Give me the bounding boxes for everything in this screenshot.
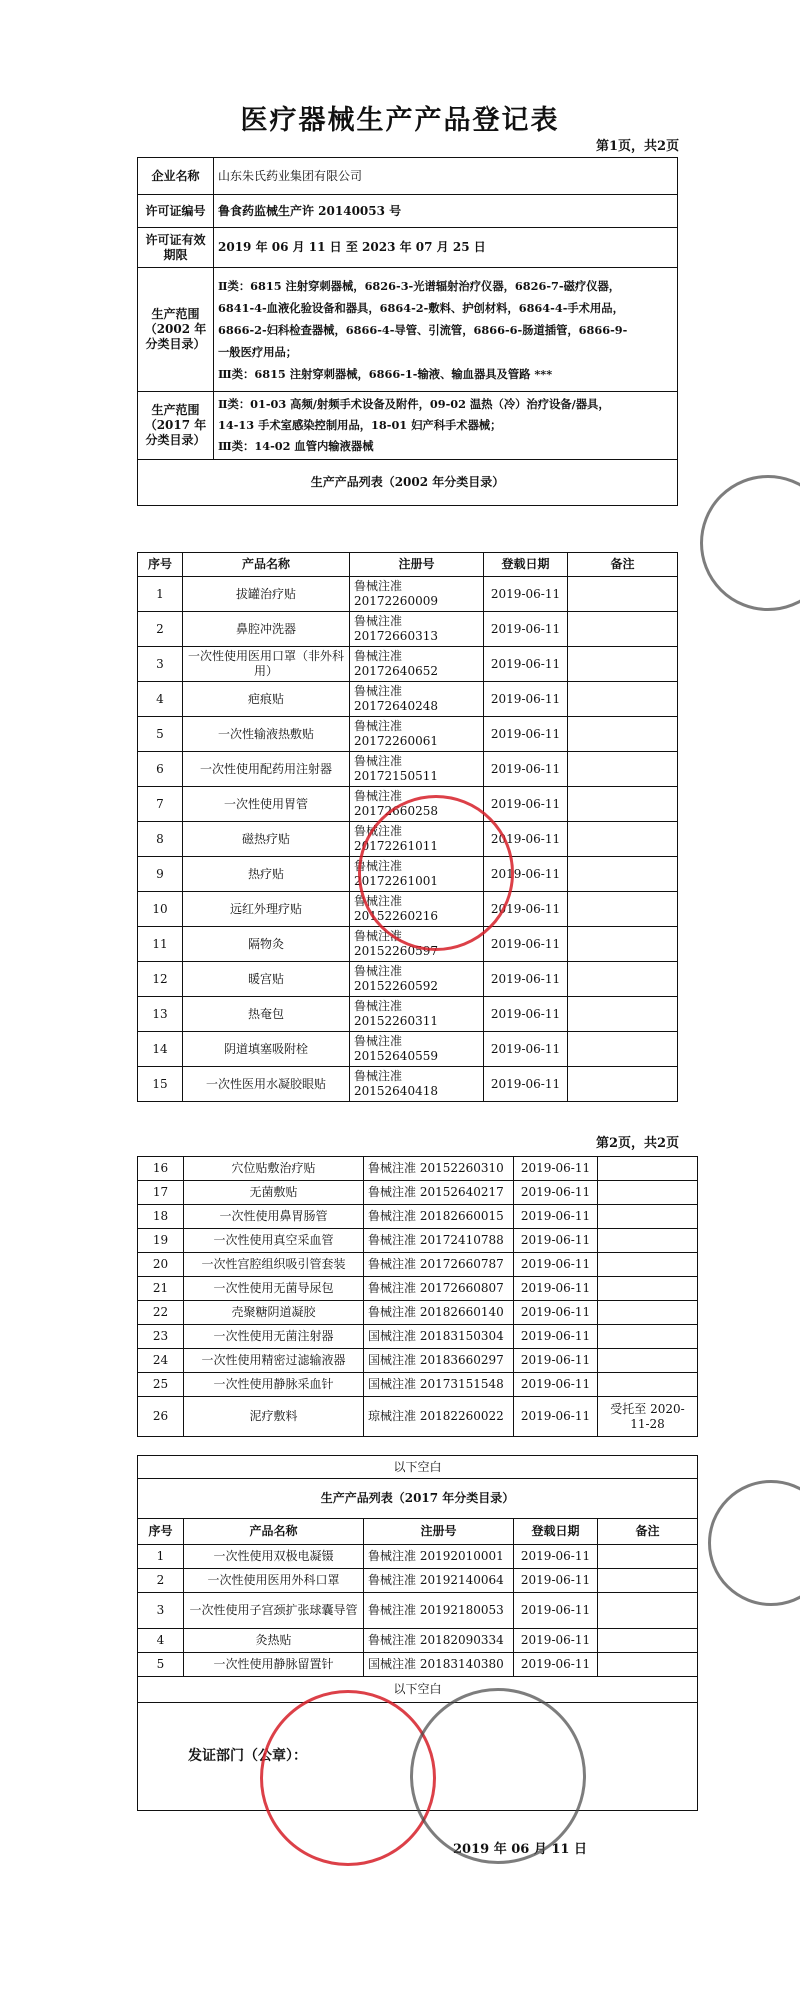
- table-row: [138, 1373, 698, 1397]
- row-number: 12: [138, 962, 183, 997]
- header-registration-number: 注册号: [364, 1519, 514, 1545]
- row-date: 2019-06-11: [484, 1032, 568, 1067]
- row-date: 2019-06-11: [484, 822, 568, 857]
- scope-2002-line: 6866-2-妇科检查器械，6866-4-导管、引流管，6866-6-肠道插管，6866-9-: [218, 322, 628, 337]
- row-number: 24: [138, 1349, 184, 1373]
- row-number: 15: [138, 1067, 183, 1102]
- table-row: [138, 1325, 698, 1349]
- table-row: [138, 1569, 698, 1593]
- row-product-name: 灸热贴: [184, 1629, 364, 1653]
- table-row: [138, 1253, 698, 1277]
- row-registration-number: 鲁械注准 20182660140: [364, 1301, 514, 1325]
- row-registration-number: 国械注准 20183140380: [364, 1653, 514, 1677]
- row-product-name: 疤痕贴: [183, 682, 350, 717]
- row-note: [598, 1373, 698, 1397]
- row-note: [568, 787, 678, 822]
- row-date: 2019-06-11: [514, 1653, 598, 1677]
- row-registration-number: 鲁械注准 20172261001: [350, 857, 484, 892]
- row-number: 14: [138, 1032, 183, 1067]
- row-note: [598, 1629, 698, 1653]
- scope-2017-label: 生产范围（2017 年分类目录）: [138, 392, 214, 460]
- row-note: [568, 1067, 678, 1102]
- products-2002-table-part1: [137, 552, 678, 1102]
- row-registration-number: 鲁械注准 20152640418: [350, 1067, 484, 1102]
- row-number: 19: [138, 1229, 184, 1253]
- scope-2002-value: [214, 268, 678, 392]
- header-date: 登载日期: [514, 1519, 598, 1545]
- row-date: 2019-06-11: [484, 962, 568, 997]
- row-product-name: 一次性使用医用口罩（非外科用）: [183, 647, 350, 682]
- row-number: 11: [138, 927, 183, 962]
- row-registration-number: 鲁械注准 20152640217: [364, 1181, 514, 1205]
- row-registration-number: 鲁械注准 20152640559: [350, 1032, 484, 1067]
- table-row: [138, 1205, 698, 1229]
- row-date: 2019-06-11: [484, 997, 568, 1032]
- row-date: 2019-06-11: [484, 787, 568, 822]
- row-registration-number: 鲁械注准 20172150511: [350, 752, 484, 787]
- table-row: [138, 1229, 698, 1253]
- row-product-name: 一次性使用胃管: [183, 787, 350, 822]
- table-row: [138, 1349, 698, 1373]
- scope-2017-value: [214, 392, 678, 460]
- row-number: 4: [138, 1629, 184, 1653]
- row-number: 25: [138, 1373, 184, 1397]
- registration-info-table: [137, 157, 678, 506]
- row-registration-number: 鲁械注准 20172260061: [350, 717, 484, 752]
- row-note: [598, 1157, 698, 1181]
- row-product-name: 暖宫贴: [183, 962, 350, 997]
- row-date: 2019-06-11: [514, 1373, 598, 1397]
- row-registration-number: 鲁械注准 20152260310: [364, 1157, 514, 1181]
- row-date: 2019-06-11: [514, 1253, 598, 1277]
- row-date: 2019-06-11: [484, 927, 568, 962]
- row-note: [568, 647, 678, 682]
- table-row: [138, 1593, 698, 1629]
- row-date: 2019-06-11: [514, 1325, 598, 1349]
- row-registration-number: 琼械注准 20182260022: [364, 1397, 514, 1437]
- table-row: [138, 857, 678, 892]
- row-note: [568, 857, 678, 892]
- row-note: [568, 752, 678, 787]
- scope-2002-label: 生产范围（2002 年分类目录）: [138, 268, 214, 392]
- row-registration-number: 鲁械注准 20152260216: [350, 892, 484, 927]
- row-registration-number: 鲁械注准 20172660807: [364, 1277, 514, 1301]
- scope-2002-line: Ⅲ类：6815 注射穿刺器械，6866-1-输液、输血器具及管路 ***: [218, 366, 553, 381]
- row-product-name: 一次性使用鼻胃肠管: [184, 1205, 364, 1229]
- table-row: [138, 577, 678, 612]
- row-product-name: 拔罐治疗贴: [183, 577, 350, 612]
- row-number: 1: [138, 577, 183, 612]
- row-registration-number: 鲁械注准 20192010001: [364, 1545, 514, 1569]
- row-product-name: 一次性使用真空采血管: [184, 1229, 364, 1253]
- row-number: 21: [138, 1277, 184, 1301]
- row-date: 2019-06-11: [514, 1205, 598, 1229]
- row-note: [568, 892, 678, 927]
- table-row: [138, 1545, 698, 1569]
- row-number: 16: [138, 1157, 184, 1181]
- row-registration-number: 鲁械注准 20152260592: [350, 962, 484, 997]
- row-number: 18: [138, 1205, 184, 1229]
- row-registration-number: 鲁械注准 20172410788: [364, 1229, 514, 1253]
- row-note: [568, 717, 678, 752]
- row-note: [568, 822, 678, 857]
- row-product-name: 一次性宫腔组织吸引管套装: [184, 1253, 364, 1277]
- row-number: 6: [138, 752, 183, 787]
- row-note: [568, 927, 678, 962]
- row-note: [598, 1229, 698, 1253]
- products-2002-table-part2: [137, 1156, 698, 1437]
- row-product-name: 一次性使用医用外科口罩: [184, 1569, 364, 1593]
- scope-2002-line: 一般医疗用品；: [218, 344, 298, 359]
- table-row: [138, 892, 678, 927]
- row-date: 2019-06-11: [484, 647, 568, 682]
- row-product-name: 隔物灸: [183, 927, 350, 962]
- row-registration-number: 国械注准 20173151548: [364, 1373, 514, 1397]
- scope-2002-line: 6841-4-血液化验设备和器具，6864-2-敷料、护创材料，6864-4-手术用品，: [218, 300, 624, 315]
- header-product-name: 产品名称: [183, 553, 350, 577]
- row-note: [598, 1569, 698, 1593]
- row-note: [598, 1593, 698, 1629]
- table-row: [138, 1157, 698, 1181]
- row-number: 10: [138, 892, 183, 927]
- row-product-name: 一次性使用子宫颈扩张球囊导管: [184, 1593, 364, 1629]
- table-row: [138, 682, 678, 717]
- row-registration-number: 鲁械注准 20182090334: [364, 1629, 514, 1653]
- gray-seal-stamp-edge: [700, 475, 800, 611]
- row-product-name: 阴道填塞吸附栓: [183, 1032, 350, 1067]
- row-product-name: 壳聚糖阴道凝胶: [184, 1301, 364, 1325]
- license-validity-label: 许可证有效期限: [138, 228, 214, 268]
- page-number-1: 第1页，共2页: [596, 139, 680, 154]
- row-product-name: 热疗贴: [183, 857, 350, 892]
- row-registration-number: 鲁械注准 20172260009: [350, 577, 484, 612]
- table-row: [138, 1653, 698, 1677]
- below-blank-2017: 以下空白: [138, 1677, 698, 1703]
- row-number: 2: [138, 1569, 184, 1593]
- row-registration-number: 鲁械注准 20192140064: [364, 1569, 514, 1593]
- row-product-name: 一次性使用双极电凝镊: [184, 1545, 364, 1569]
- row-date: 2019-06-11: [514, 1569, 598, 1593]
- row-number: 5: [138, 1653, 184, 1677]
- table-row: [138, 962, 678, 997]
- row-note: [568, 612, 678, 647]
- row-product-name: 一次性使用静脉采血针: [184, 1373, 364, 1397]
- row-product-name: 一次性使用无菌注射器: [184, 1325, 364, 1349]
- issuer-date: 2019 年 06 月 11 日: [453, 1842, 587, 1857]
- row-registration-number: 鲁械注准 20152260597: [350, 927, 484, 962]
- table-row: [138, 787, 678, 822]
- table-row: [138, 612, 678, 647]
- row-note: [568, 997, 678, 1032]
- row-product-name: 热奄包: [183, 997, 350, 1032]
- header-registration-number: 注册号: [350, 553, 484, 577]
- license-number-label: 许可证编号: [138, 195, 214, 228]
- table-row: [138, 1067, 678, 1102]
- row-note: [598, 1277, 698, 1301]
- document-title: 医疗器械生产产品登记表: [240, 105, 560, 136]
- row-registration-number: 国械注准 20183150304: [364, 1325, 514, 1349]
- scope-2017-line: 14-13 手术室感染控制用品，18-01 妇产科手术器械；: [218, 418, 502, 432]
- table-row: [138, 1629, 698, 1653]
- company-name-label: 企业名称: [138, 158, 214, 195]
- row-number: 3: [138, 647, 183, 682]
- license-validity-value: 2019 年 06 月 11 日 至 2023 年 07 月 25 日: [214, 228, 678, 268]
- row-date: 2019-06-11: [514, 1545, 598, 1569]
- row-product-name: 一次性医用水凝胶眼贴: [183, 1067, 350, 1102]
- row-date: 2019-06-11: [514, 1629, 598, 1653]
- row-registration-number: 鲁械注准 20172660258: [350, 787, 484, 822]
- table-row: [138, 997, 678, 1032]
- row-number: 20: [138, 1253, 184, 1277]
- table-row: [138, 1301, 698, 1325]
- license-number-value: 鲁食药监械生产许 20140053 号: [214, 195, 678, 228]
- row-registration-number: 鲁械注准 20172660787: [364, 1253, 514, 1277]
- row-note: [598, 1325, 698, 1349]
- row-number: 9: [138, 857, 183, 892]
- row-number: 1: [138, 1545, 184, 1569]
- table-row: [138, 822, 678, 857]
- list-2002-title: 生产产品列表（2002 年分类目录）: [138, 460, 678, 506]
- page-number-2: 第2页，共2页: [596, 1136, 680, 1151]
- header-product-name: 产品名称: [184, 1519, 364, 1545]
- issuer-cell: [138, 1703, 698, 1811]
- row-number: 26: [138, 1397, 184, 1437]
- row-date: 2019-06-11: [484, 857, 568, 892]
- row-note: [598, 1545, 698, 1569]
- row-product-name: 远红外理疗贴: [183, 892, 350, 927]
- row-number: 4: [138, 682, 183, 717]
- scope-2017-line: Ⅱ类：01-03 高频/射频手术设备及附件，09-02 温热（冷）治疗设备/器具，: [218, 397, 610, 411]
- row-note: [598, 1653, 698, 1677]
- company-name-value: 山东朱氏药业集团有限公司: [214, 158, 678, 195]
- scope-2002-line: Ⅱ类：6815 注射穿刺器械，6826-3-光谱辐射治疗仪器，6826-7-磁疗仪器，: [218, 278, 621, 293]
- row-number: 17: [138, 1181, 184, 1205]
- products-2017-table: [137, 1455, 698, 1811]
- row-note: [598, 1301, 698, 1325]
- row-note: 受托至 2020-11-28: [598, 1397, 698, 1437]
- row-date: 2019-06-11: [484, 682, 568, 717]
- header-no: 序号: [138, 1519, 184, 1545]
- row-date: 2019-06-11: [514, 1229, 598, 1253]
- header-no: 序号: [138, 553, 183, 577]
- row-note: [598, 1181, 698, 1205]
- row-date: 2019-06-11: [514, 1181, 598, 1205]
- row-date: 2019-06-11: [514, 1157, 598, 1181]
- row-date: 2019-06-11: [484, 577, 568, 612]
- row-number: 13: [138, 997, 183, 1032]
- row-product-name: 磁热疗贴: [183, 822, 350, 857]
- row-note: [568, 682, 678, 717]
- row-registration-number: 鲁械注准 20172640248: [350, 682, 484, 717]
- table-row: [138, 1397, 698, 1437]
- row-note: [598, 1349, 698, 1373]
- row-date: 2019-06-11: [514, 1349, 598, 1373]
- row-note: [568, 962, 678, 997]
- row-date: 2019-06-11: [514, 1397, 598, 1437]
- row-date: 2019-06-11: [514, 1301, 598, 1325]
- row-note: [598, 1205, 698, 1229]
- row-date: 2019-06-11: [514, 1593, 598, 1629]
- gray-seal-stamp-edge-2: [708, 1480, 800, 1606]
- row-note: [568, 577, 678, 612]
- row-product-name: 穴位贴敷治疗贴: [184, 1157, 364, 1181]
- table-row: [138, 752, 678, 787]
- table-row: [138, 1181, 698, 1205]
- table-row: [138, 647, 678, 682]
- table-row: [138, 1277, 698, 1301]
- row-product-name: 一次性使用配药用注射器: [183, 752, 350, 787]
- row-date: 2019-06-11: [484, 1067, 568, 1102]
- row-note: [568, 1032, 678, 1067]
- row-number: 5: [138, 717, 183, 752]
- row-number: 3: [138, 1593, 184, 1629]
- row-product-name: 一次性输液热敷贴: [183, 717, 350, 752]
- row-product-name: 一次性使用精密过滤输液器: [184, 1349, 364, 1373]
- header-note: 备注: [598, 1519, 698, 1545]
- row-registration-number: 鲁械注准 20172640652: [350, 647, 484, 682]
- header-date: 登载日期: [484, 553, 568, 577]
- issuer-label: 发证部门（公章）：: [188, 1748, 307, 1764]
- row-product-name: 一次性使用无菌导尿包: [184, 1277, 364, 1301]
- row-registration-number: 国械注准 20183660297: [364, 1349, 514, 1373]
- row-registration-number: 鲁械注准 20172660313: [350, 612, 484, 647]
- row-number: 2: [138, 612, 183, 647]
- row-registration-number: 鲁械注准 20152260311: [350, 997, 484, 1032]
- scope-2017-line: Ⅲ类：14-02 血管内输液器械: [218, 439, 374, 453]
- row-product-name: 鼻腔冲洗器: [183, 612, 350, 647]
- table-row: [138, 717, 678, 752]
- row-number: 22: [138, 1301, 184, 1325]
- row-product-name: 无菌敷贴: [184, 1181, 364, 1205]
- row-number: 7: [138, 787, 183, 822]
- list-2017-title: 生产产品列表（2017 年分类目录）: [138, 1479, 698, 1519]
- row-product-name: 一次性使用静脉留置针: [184, 1653, 364, 1677]
- row-number: 23: [138, 1325, 184, 1349]
- row-product-name: 泥疗敷料: [184, 1397, 364, 1437]
- table-row: [138, 927, 678, 962]
- row-registration-number: 鲁械注准 20192180053: [364, 1593, 514, 1629]
- row-number: 8: [138, 822, 183, 857]
- below-blank-2002: 以下空白: [138, 1456, 698, 1479]
- row-date: 2019-06-11: [484, 752, 568, 787]
- table-row: [138, 1032, 678, 1067]
- row-registration-number: 鲁械注准 20182660015: [364, 1205, 514, 1229]
- row-date: 2019-06-11: [484, 717, 568, 752]
- row-date: 2019-06-11: [484, 612, 568, 647]
- row-note: [598, 1253, 698, 1277]
- row-date: 2019-06-11: [484, 892, 568, 927]
- header-note: 备注: [568, 553, 678, 577]
- row-registration-number: 鲁械注准 20172261011: [350, 822, 484, 857]
- row-date: 2019-06-11: [514, 1277, 598, 1301]
